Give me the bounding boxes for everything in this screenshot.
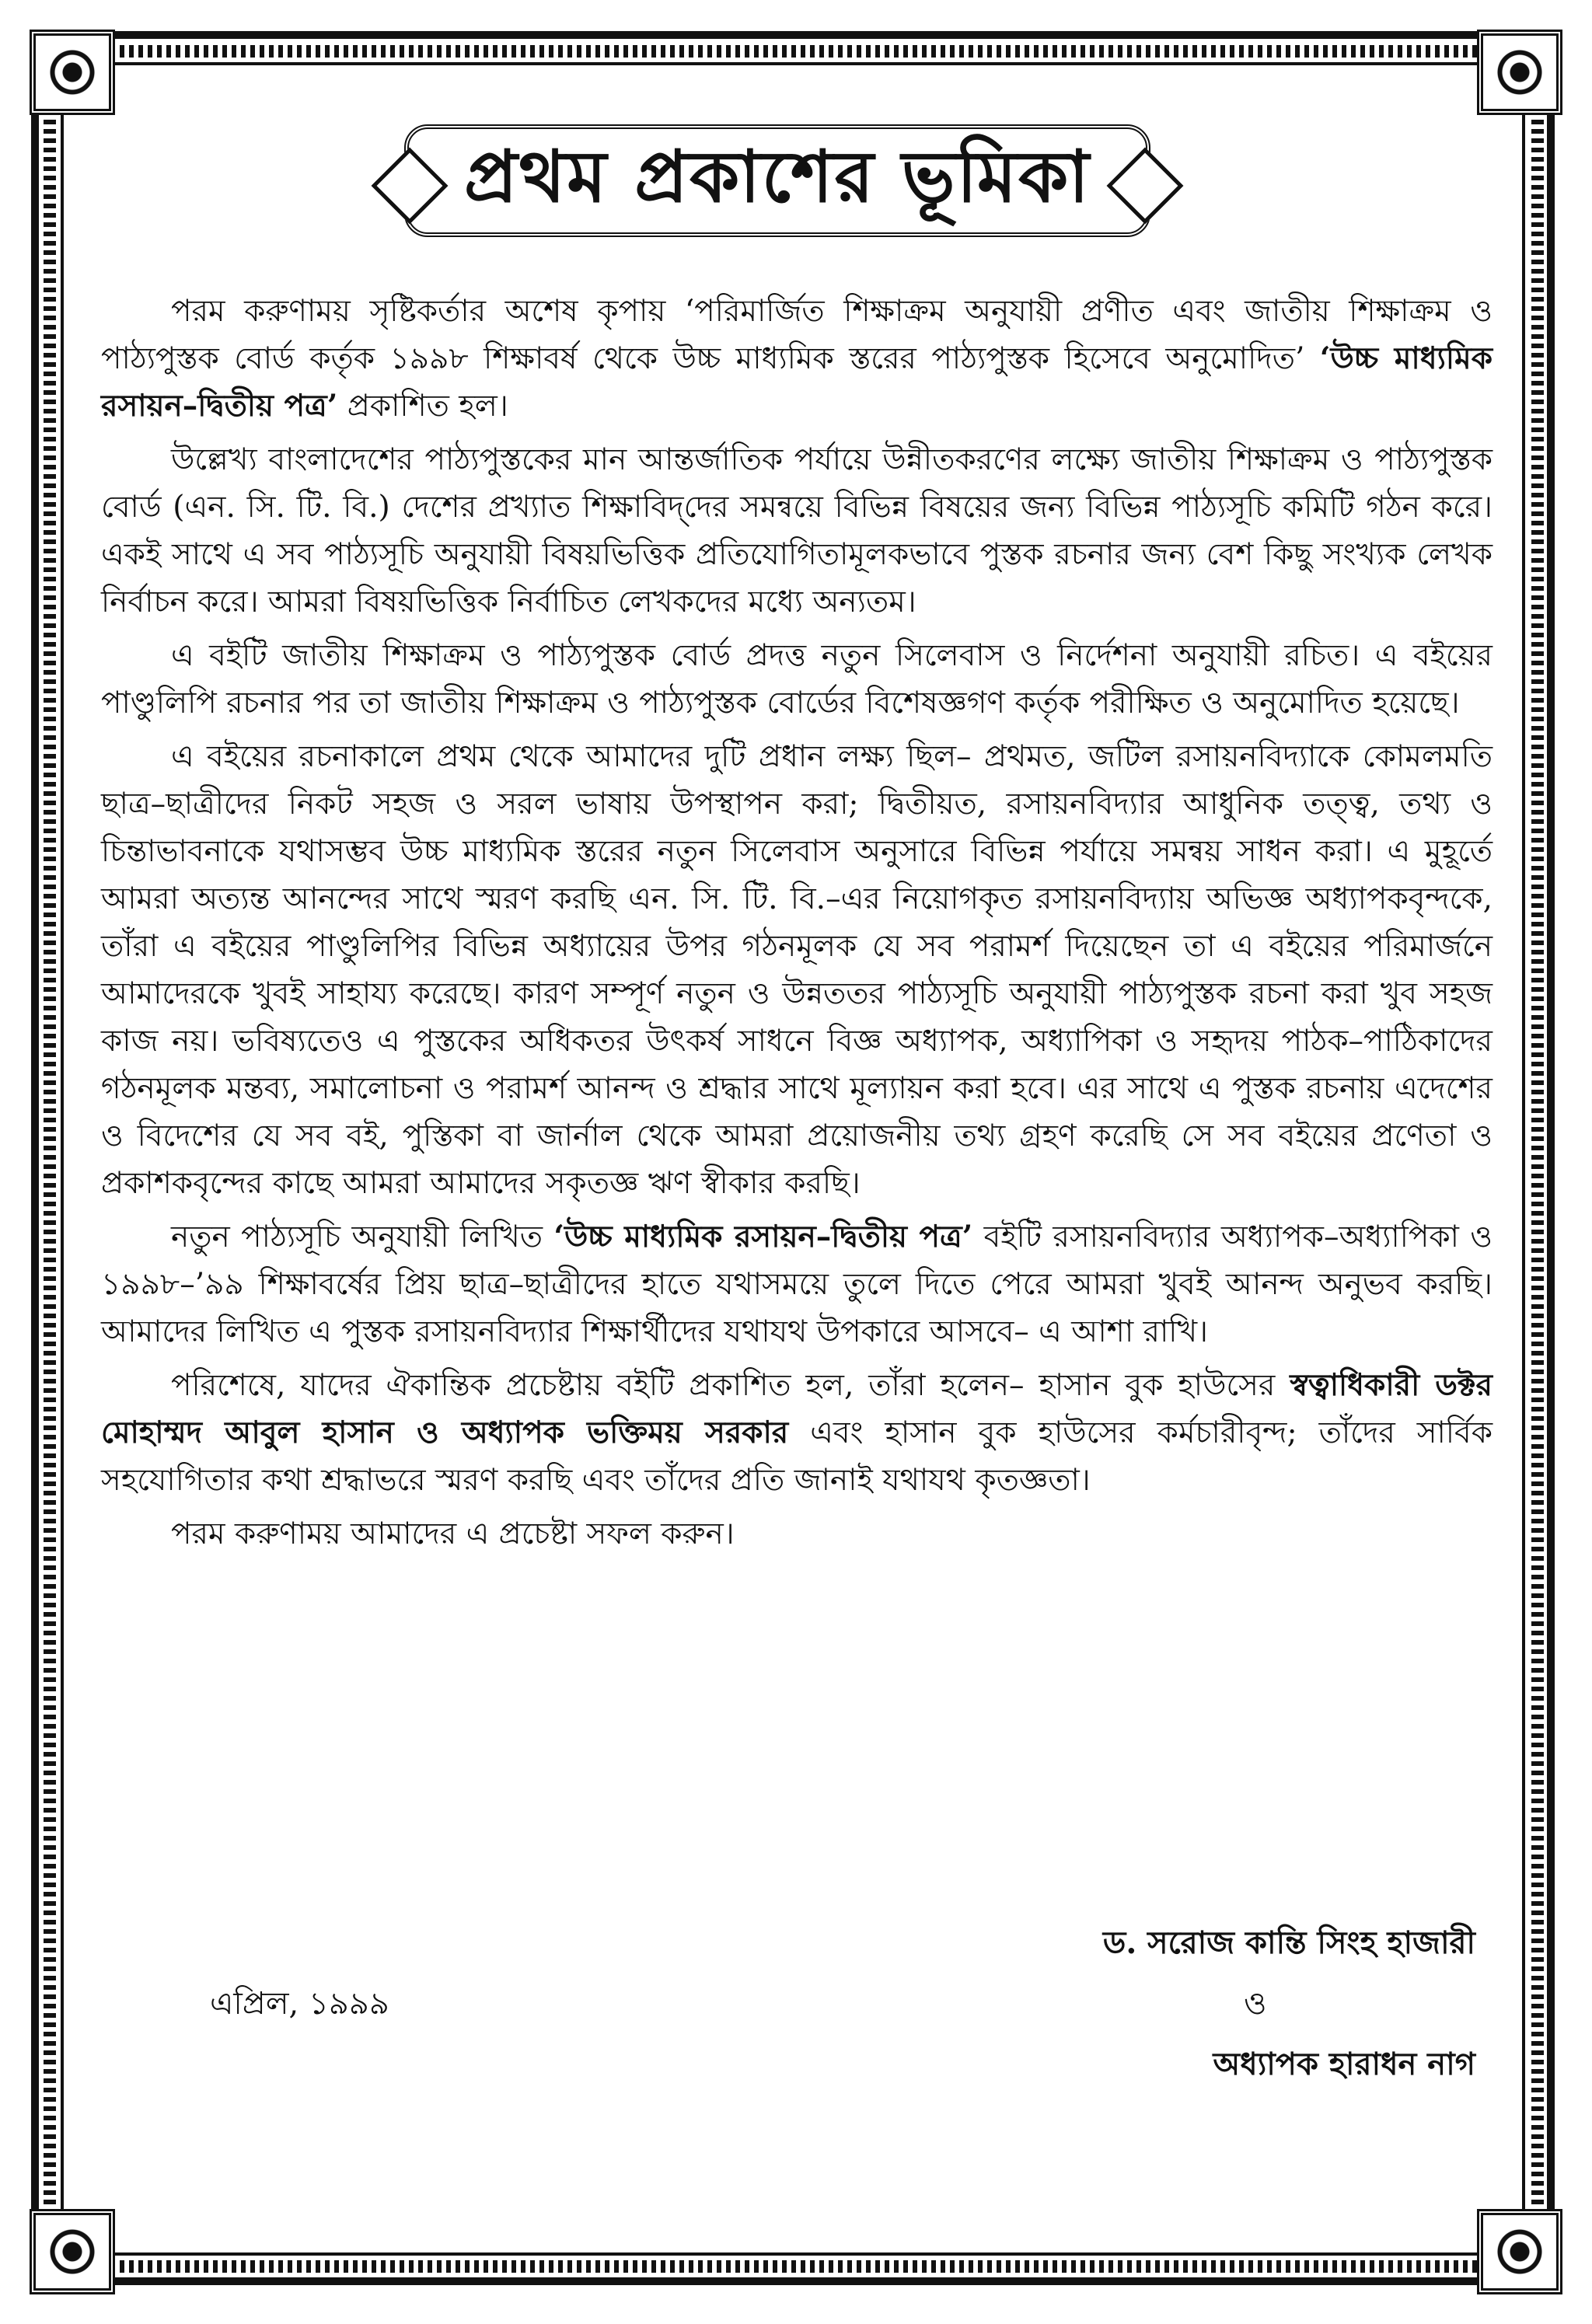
- paragraph-2: উল্লেখ্য বাংলাদেশের পাঠ্যপুস্তকের মান আন্তর্জাতিক পর্যায়ে উন্নীতকরণের লক্ষ্যে জাতীয় শিক্ষাক্রম ও পাঠ্যপুস্তক বোর্ড (এন. সি. টি. বি.) দেশের প্রখ্যাত শিক্ষাবিদ্‌দের সমন্বয়ে বিভিন্ন বিষয়ের জন্য বিভিন্ন পাঠ্যসূচি কমিটি গঠন করে। একই সাথে এ সব পাঠ্যসূচি অনুযায়ী বিষয়ভিত্তিক প্রতিযোগিতামূলকভাবে পুস্তক রচনার জন্য বেশ কিছু সংখ্যক লেখক নির্বাচন করে। আমরা বিষয়ভিত্তিক নির্বাচিত লেখকদের মধ্যে অন্যতম।: [101, 442, 1492, 619]
- paragraph-6: [101, 1362, 1492, 1504]
- date: এপ্রিল, ১৯৯৯: [210, 1986, 389, 2022]
- signatory-1: ড. সরোজ কান্তি সিংহ হাজারী: [1102, 1924, 1475, 1961]
- corner-ornament: [30, 30, 115, 115]
- book-title-ref: ‘উচ্চ মাধ্যমিক রসায়ন–দ্বিতীয় পত্র’: [553, 1219, 973, 1254]
- paragraph-6-tail: এবং হাসান বুক হাউসের কর্মচারীবৃন্দ; তাঁদের সার্বিক সহযোগিতার কথা শ্রদ্ধাভরে স্মরণ করছি এবং তাঁদের প্রতি জানাই যথাযথ কৃতজ্ঞতা।: [101, 1415, 1492, 1498]
- preface-body: [101, 288, 1492, 1564]
- paragraph-1-text: পরম করুণাময় সৃষ্টিকর্তার অশেষ কৃপায় ‘পরিমার্জিত শিক্ষাক্রম অনুযায়ী প্রণীত এবং জাতীয় শিক্ষাক্রম ও পাঠ্যপুস্তক বোর্ড কর্তৃক ১৯৯৮ শিক্ষাবর্ষ থেকে উচ্চ মাধ্যমিক স্তরের পাঠ্যপুস্তক হিসেবে অনুমোদিত’: [101, 294, 1492, 376]
- page-title: প্রথম প্রকাশের ভূমিকা: [463, 134, 1091, 218]
- corner-ornament: [1477, 30, 1562, 115]
- paragraph-6-text: পরিশেষে, যাদের ঐকান্তিক প্রচেষ্টায় বইটি প্রকাশিত হল, তাঁরা হলেন– হাসান বুক হাউসের: [171, 1368, 1276, 1403]
- paragraph-5-text: নতুন পাঠ্যসূচি অনুযায়ী লিখিত: [171, 1220, 543, 1254]
- paragraph-1-tail: প্রকাশিত হল।: [347, 389, 508, 424]
- paragraph-3: এ বইটি জাতীয় শিক্ষাক্রম ও পাঠ্যপুস্তক বোর্ড প্রদত্ত নতুন সিলেবাস ও নির্দেশনা অনুযায়ী রচিত। এ বইয়ের পাণ্ডুলিপি রচনার পর তা জাতীয় শিক্ষাক্রম ও পাঠ্যপুস্তক বোর্ডের বিশেষজ্ঞগণ কর্তৃক পরীক্ষিত ও অনুমোদিত হয়েছে।: [101, 638, 1492, 721]
- paragraph-7: পরম করুণাময় আমাদের এ প্রচেষ্টা সফল করুন।: [171, 1516, 735, 1551]
- paragraph-4: এ বইয়ের রচনাকালে প্রথম থেকে আমাদের দুটি প্রধান লক্ষ্য ছিল– প্রথমত, জটিল রসায়নবিদ্যাকে কোমলমতি ছাত্র–ছাত্রীদের নিকট সহজ ও সরল ভাষায় উপস্থাপন করা; দ্বিতীয়ত, রসায়নবিদ্যার আধুনিক তত্ত্ব, তথ্য ও চিন্তাভাবনাকে যথাসম্ভব উচ্চ মাধ্যমিক স্তরের নতুন সিলেবাস অনুসারে বিভিন্ন পর্যায়ে সমন্বয় সাধন করা। এ মুহূর্তে আমরা অত্যন্ত আনন্দের সাথে স্মরণ করছি এন. সি. টি. বি.–এর নিয়োগকৃত রসায়নবিদ্যায় অভিজ্ঞ অধ্যাপকবৃন্দকে, তাঁরা এ বইয়ের পাণ্ডুলিপির বিভিন্ন অধ্যায়ের উপর গঠনমূলক যে সব পরামর্শ দিয়েছেন তা এ বইয়ের পরিমার্জনে আমাদেরকে খুবই সাহায্য করেছে। কারণ সম্পূর্ণ নতুন ও উন্নততর পাঠ্যসূচি অনুযায়ী পাঠ্যপুস্তক রচনা করা খুব সহজ কাজ নয়। ভবিষ্যতেও এ পুস্তকের অধিকতর উৎকর্ষ সাধনে বিজ্ঞ অধ্যাপক, অধ্যাপিকা ও সহৃদয় পাঠক–পাঠিকাদের গঠনমূলক মন্তব্য, সমালোচনা ও পরামর্শ আনন্দ ও শ্রদ্ধার সাথে মূল্যায়ন করা হবে। এর সাথে এ পুস্তক রচনায় এদেশের ও বিদেশের যে সব বই, পুস্তিকা বা জার্নাল থেকে আমরা প্রয়োজনীয় তথ্য গ্রহণ করেছি সে সব বইয়ের প্রণেতা ও প্রকাশকবৃন্দের কাছে আমরা আমাদের সকৃতজ্ঞ ঋণ স্বীকার করছি।: [101, 739, 1492, 1201]
- corner-ornament: [1477, 2209, 1562, 2294]
- signatory-2: অধ্যাপক হারাধন নাগ: [1213, 2046, 1475, 2082]
- border-ornament-right: [1531, 101, 1544, 2223]
- border-ornament-left: [44, 101, 56, 2223]
- paragraph-5-tail: বইটি রসায়নবিদ্যার অধ্যাপক–অধ্যাপিকা ও ১৯৯৮–’৯৯ শিক্ষাবর্ষের প্রিয় ছাত্র–ছাত্রীদের হাতে যথাসময়ে তুলে দিতে পেরে আমরা খুবই আনন্দ অনুভব করছি। আমাদের লিখিত এ পুস্তক রসায়নবিদ্যার শিক্ষার্থীদের যথাযথ উপকারে আসবে– এ আশা রাখি।: [101, 1220, 1493, 1349]
- book-title-ref: ‘উচ্চ মাধ্যমিক রসায়ন–দ্বিতীয় পত্র’: [101, 340, 1492, 424]
- signatory-conjunction: ও: [1244, 1986, 1267, 2022]
- paragraph-5: [101, 1213, 1492, 1356]
- border-ornament-bottom: [101, 2260, 1485, 2273]
- title-banner: [404, 124, 1150, 237]
- acknowledged-persons: স্বত্বাধিকারী ডক্টর মোহাম্মদ আবুল হাসান ও অধ্যাপক ভক্তিময় সরকার: [101, 1367, 1492, 1450]
- corner-ornament: [30, 2209, 115, 2294]
- paragraph-1: [101, 288, 1492, 430]
- border-ornament-top: [101, 45, 1485, 58]
